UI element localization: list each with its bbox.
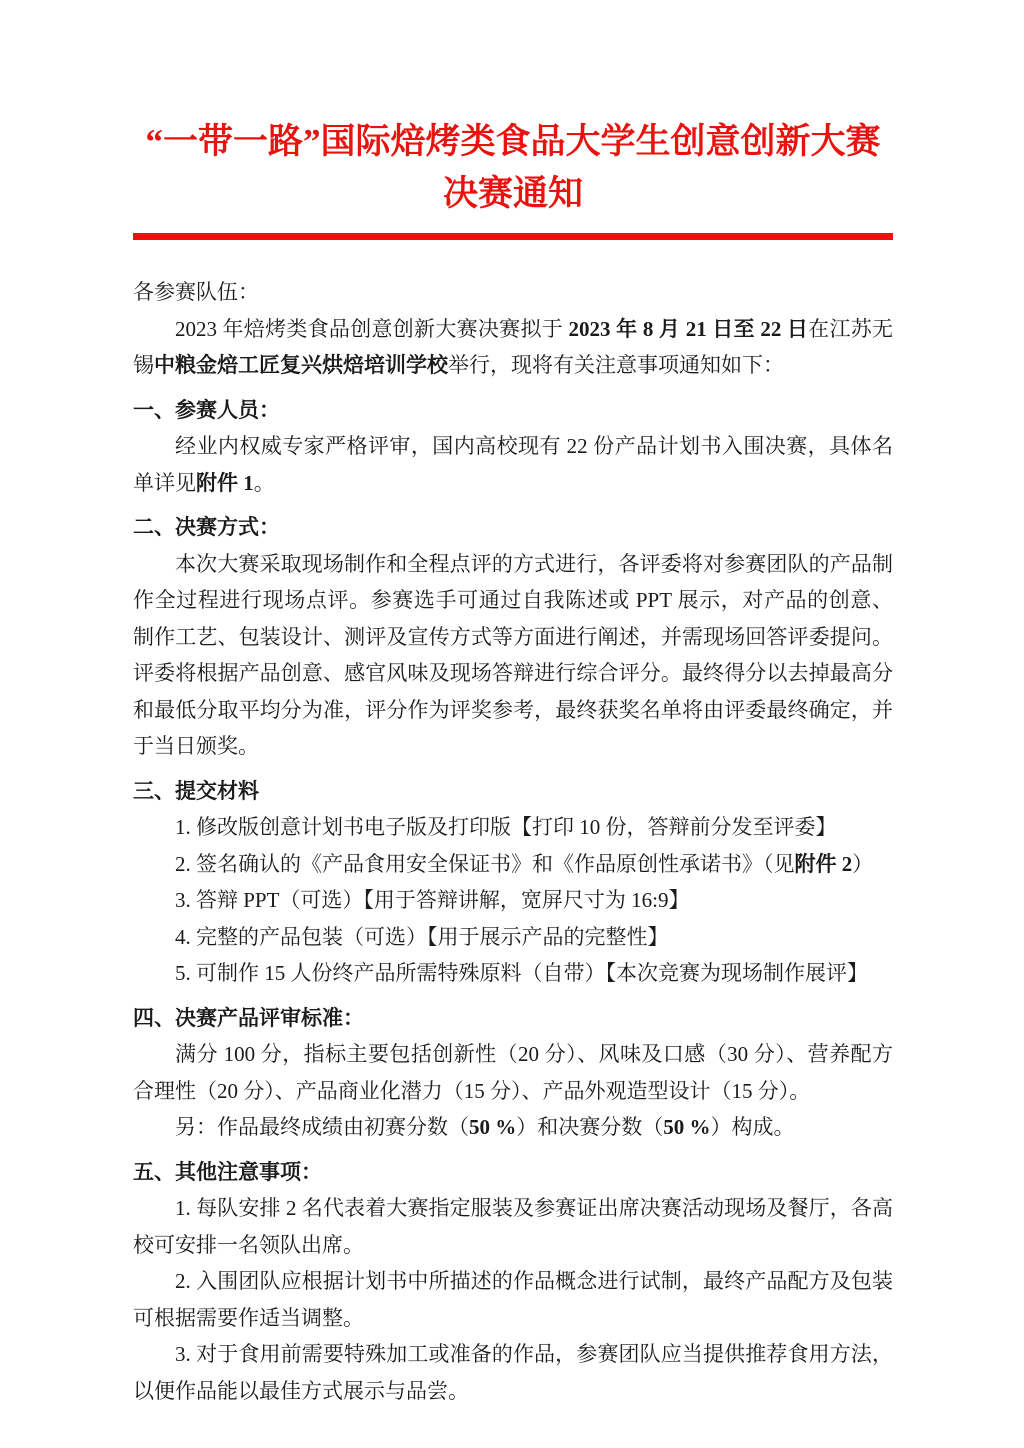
title-line-1: “一带一路”国际焙烤类食品大学生创意创新大赛 [145,122,881,161]
section-other-notes-heading: 五、其他注意事项： [133,1159,322,1184]
section-judging-criteria-heading: 四、决赛产品评审标准： [133,1005,364,1030]
section-other-notes [133,1154,893,1410]
materials-item-5: 5. 可制作 15 人份终产品所需特殊原料（自带）【本次竞赛为现场制作展评】 [175,961,868,985]
section-participants-heading: 一、参赛人员： [133,397,280,422]
section-final-format-heading: 二、决赛方式： [133,515,280,539]
other-notes-item-2: 2. 入围团队应根据计划书中所描述的作品概念进行试制，最终产品配方及包装可根据需要作适当调整。 [133,1269,893,1330]
title-line-2: 决赛通知 [442,174,583,213]
title-divider [133,233,893,240]
section-participants-paragraph: 经业内权威专家严格评审，国内高校现有 22 份产品计划书入围决赛，具体名单详见附件 1。 [133,434,893,495]
other-notes-item-1: 1. 每队安排 2 名代表着大赛指定服装及参赛证出席决赛活动现场及餐厅，各高校可安排一名领队出席。 [133,1196,893,1257]
other-notes-item-3: 3. 对于食用前需要特殊加工或准备的作品，参赛团队应当提供推荐食用方法，以便作品能以最佳方式展示与品尝。 [133,1342,893,1403]
materials-item-1: 1. 修改版创意计划书电子版及打印版【打印 10 份，答辩前分发至评委】 [175,815,837,839]
section-participants [133,392,893,502]
document-body [133,274,893,1409]
salutation: 各参赛队伍： [133,280,259,304]
judging-criteria-paragraph-1: 满分 100 分，指标主要包括创新性（20 分）、风味及口感（30 分）、营养配方合理性（20 分）、产品商业化潜力（15 分）、产品外观造型设计（15 分）。 [133,1042,893,1103]
intro-paragraph: 2023 年焙烤类食品创意创新大赛决赛拟于 2023 年 8 月 21 日至 22 日在江苏无锡中粮金焙工匠复兴烘焙培训学校举行，现将有关注意事项通知如下： [133,316,894,377]
section-judging-criteria [133,1000,893,1146]
section-final-format [133,509,893,765]
materials-item-2: 2. 签名确认的《产品食用安全保证书》和《作品原创性承诺书》（见附件 2） [175,851,874,876]
materials-item-4: 4. 完整的产品包装（可选）【用于展示产品的完整性】 [175,924,669,949]
document-title [133,116,893,220]
judging-criteria-paragraph-2: 另：作品最终成绩由初赛分数（50 %）和决赛分数（50 %）构成。 [175,1115,795,1139]
section-materials-heading: 三、提交材料 [133,778,259,803]
section-final-format-paragraph: 本次大赛采取现场制作和全程点评的方式进行，各评委将对参赛团队的产品制作全过程进行现场点评。参赛选手可通过自我陈述或 PPT 展示，对产品的创意、制作工艺、包装设计、测评及宣传方式等方面进行阐述，并需现场回答评委提问。评委将根据产品创意、感官风味及现场答辩进行综合评分。最终得分以去掉最高分和最低分取平均分为准，评分作为评奖参考，最终获奖名单将由评委最终确定，并于当日颁奖。 [133,551,893,758]
materials-item-3: 3. 答辩 PPT（可选）【用于答辩讲解，宽屏尺寸为 16:9】 [175,888,690,912]
section-materials [133,773,893,992]
